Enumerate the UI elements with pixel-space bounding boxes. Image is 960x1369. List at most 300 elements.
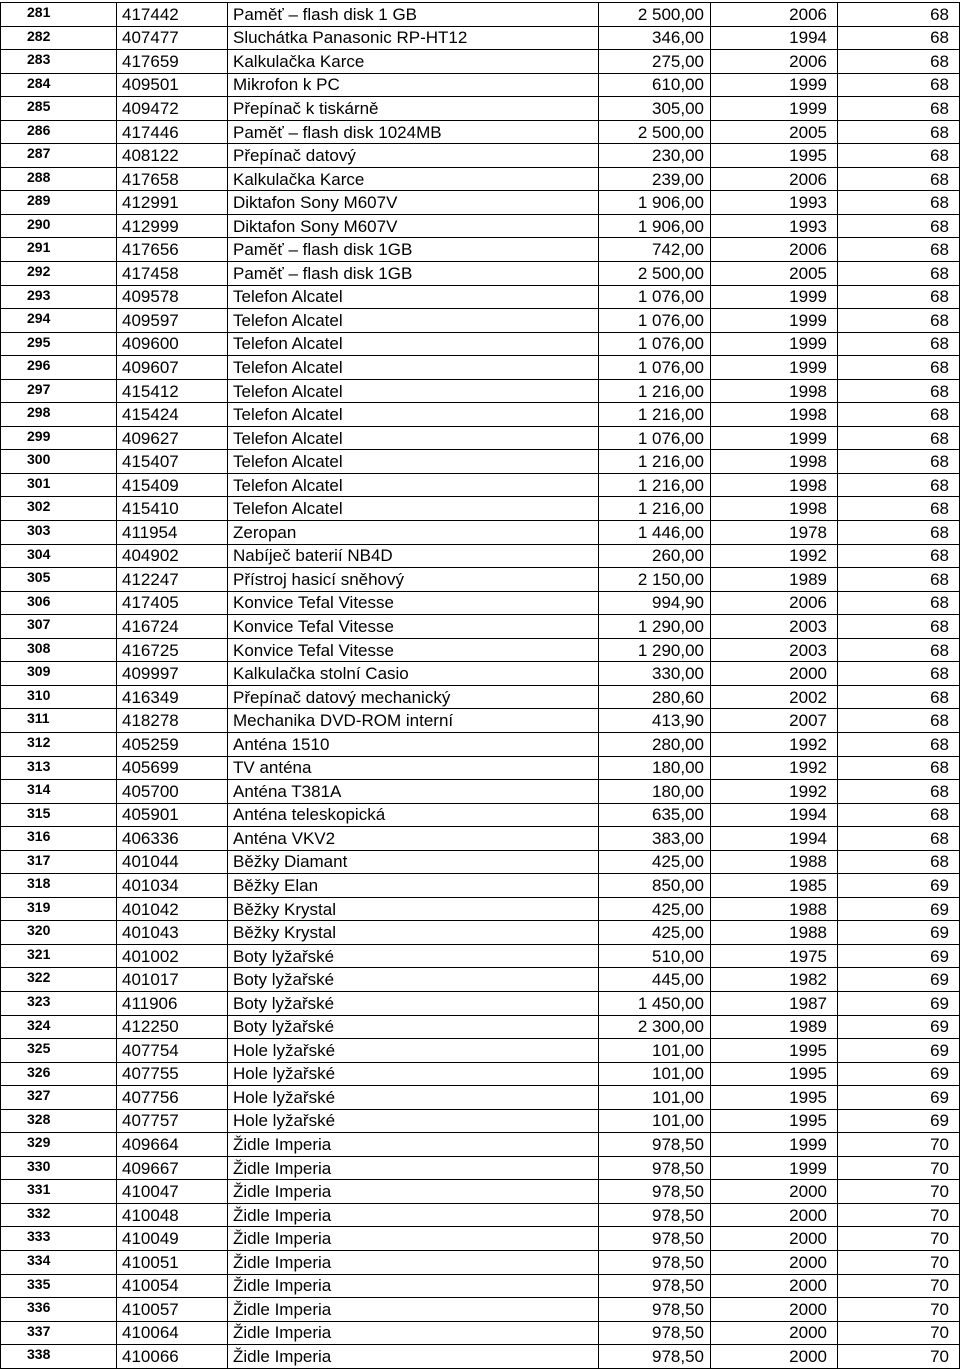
table-row (1, 897, 960, 921)
item-name-cell: Nabíječ baterií NB4D (228, 544, 599, 568)
inventory-number-cell: 410054 (117, 1274, 228, 1298)
table-row (1, 1133, 960, 1157)
item-name-cell: Židle Imperia (228, 1133, 599, 1157)
price-cell: 2 300,00 (599, 1015, 711, 1039)
item-name-cell: Hole lyžařské (228, 1086, 599, 1110)
inventory-number-cell: 409664 (117, 1133, 228, 1157)
item-name-cell: Diktafon Sony M607V (228, 191, 599, 215)
year-cell: 2000 (711, 1180, 838, 1204)
price-cell: 1 450,00 (599, 991, 711, 1015)
row-number-cell: 325 (1, 1039, 117, 1063)
inventory-number-cell: 401002 (117, 944, 228, 968)
item-name-cell: Paměť – flash disk 1024MB (228, 120, 599, 144)
year-cell: 1994 (711, 26, 838, 50)
price-cell: 1 076,00 (599, 426, 711, 450)
price-cell: 346,00 (599, 26, 711, 50)
year-cell: 1995 (711, 1086, 838, 1110)
item-name-cell: Židle Imperia (228, 1227, 599, 1251)
inventory-number-cell: 410066 (117, 1345, 228, 1369)
row-number-cell: 307 (1, 615, 117, 639)
inventory-number-cell: 401017 (117, 968, 228, 992)
page-number-cell: 68 (838, 732, 960, 756)
inventory-number-cell: 407756 (117, 1086, 228, 1110)
item-name-cell: Telefon Alcatel (228, 497, 599, 521)
row-number-cell: 288 (1, 167, 117, 191)
table-row (1, 568, 960, 592)
price-cell: 978,50 (599, 1298, 711, 1322)
table-row (1, 120, 960, 144)
table-row (1, 803, 960, 827)
page-number-cell: 68 (838, 591, 960, 615)
inventory-number-cell: 418278 (117, 709, 228, 733)
inventory-number-cell: 409578 (117, 285, 228, 309)
price-cell: 425,00 (599, 850, 711, 874)
table-row (1, 638, 960, 662)
row-number-cell: 308 (1, 638, 117, 662)
price-cell: 978,50 (599, 1180, 711, 1204)
item-name-cell: Telefon Alcatel (228, 473, 599, 497)
row-number-cell: 304 (1, 544, 117, 568)
row-number-cell: 330 (1, 1156, 117, 1180)
item-name-cell: Kalkulačka Karce (228, 167, 599, 191)
price-cell: 101,00 (599, 1109, 711, 1133)
price-cell: 1 906,00 (599, 191, 711, 215)
year-cell: 1999 (711, 285, 838, 309)
price-cell: 1 216,00 (599, 497, 711, 521)
row-number-cell: 292 (1, 262, 117, 286)
inventory-number-cell: 416725 (117, 638, 228, 662)
row-number-cell: 320 (1, 921, 117, 945)
page-number-cell: 68 (838, 709, 960, 733)
item-name-cell: Telefon Alcatel (228, 403, 599, 427)
item-name-cell: Židle Imperia (228, 1274, 599, 1298)
price-cell: 2 500,00 (599, 262, 711, 286)
year-cell: 1999 (711, 1156, 838, 1180)
year-cell: 1998 (711, 450, 838, 474)
page-number-cell: 70 (838, 1156, 960, 1180)
page-number-cell: 68 (838, 850, 960, 874)
row-number-cell: 293 (1, 285, 117, 309)
row-number-cell: 316 (1, 827, 117, 851)
inventory-number-cell: 415412 (117, 379, 228, 403)
item-name-cell: Konvice Tefal Vitesse (228, 638, 599, 662)
inventory-number-cell: 407755 (117, 1062, 228, 1086)
year-cell: 2000 (711, 1203, 838, 1227)
price-cell: 1 216,00 (599, 450, 711, 474)
page-number-cell: 70 (838, 1298, 960, 1322)
row-number-cell: 338 (1, 1345, 117, 1369)
inventory-number-cell: 410047 (117, 1180, 228, 1204)
price-cell: 2 500,00 (599, 120, 711, 144)
year-cell: 1988 (711, 897, 838, 921)
price-cell: 635,00 (599, 803, 711, 827)
row-number-cell: 334 (1, 1250, 117, 1274)
item-name-cell: Diktafon Sony M607V (228, 214, 599, 238)
inventory-number-cell: 416349 (117, 685, 228, 709)
price-cell: 1 076,00 (599, 309, 711, 333)
table-row (1, 1015, 960, 1039)
table-row (1, 732, 960, 756)
table-row (1, 968, 960, 992)
page-number-cell: 68 (838, 144, 960, 168)
price-cell: 383,00 (599, 827, 711, 851)
row-number-cell: 318 (1, 874, 117, 898)
table-row (1, 356, 960, 380)
year-cell: 2006 (711, 591, 838, 615)
price-cell: 850,00 (599, 874, 711, 898)
inventory-number-cell: 409607 (117, 356, 228, 380)
table-row (1, 26, 960, 50)
price-cell: 978,50 (599, 1250, 711, 1274)
page-number-cell: 70 (838, 1321, 960, 1345)
inventory-number-cell: 410064 (117, 1321, 228, 1345)
year-cell: 2000 (711, 1321, 838, 1345)
page-number-cell: 68 (838, 497, 960, 521)
inventory-number-cell: 417458 (117, 262, 228, 286)
page-number-cell: 68 (838, 3, 960, 27)
price-cell: 978,50 (599, 1321, 711, 1345)
page-number-cell: 68 (838, 379, 960, 403)
inventory-number-cell: 417442 (117, 3, 228, 27)
item-name-cell: Židle Imperia (228, 1250, 599, 1274)
table-row (1, 944, 960, 968)
item-name-cell: Běžky Elan (228, 874, 599, 898)
row-number-cell: 282 (1, 26, 117, 50)
item-name-cell: Hole lyžařské (228, 1062, 599, 1086)
item-name-cell: Židle Imperia (228, 1156, 599, 1180)
price-cell: 330,00 (599, 662, 711, 686)
row-number-cell: 283 (1, 50, 117, 74)
price-cell: 101,00 (599, 1086, 711, 1110)
year-cell: 1999 (711, 356, 838, 380)
row-number-cell: 310 (1, 685, 117, 709)
inventory-number-cell: 409597 (117, 309, 228, 333)
row-number-cell: 337 (1, 1321, 117, 1345)
inventory-number-cell: 405259 (117, 732, 228, 756)
row-number-cell: 298 (1, 403, 117, 427)
year-cell: 1999 (711, 426, 838, 450)
row-number-cell: 331 (1, 1180, 117, 1204)
row-number-cell: 323 (1, 991, 117, 1015)
table-row (1, 544, 960, 568)
page-number-cell: 68 (838, 356, 960, 380)
row-number-cell: 287 (1, 144, 117, 168)
row-number-cell: 291 (1, 238, 117, 262)
item-name-cell: Židle Imperia (228, 1345, 599, 1369)
year-cell: 1989 (711, 568, 838, 592)
row-number-cell: 329 (1, 1133, 117, 1157)
inventory-number-cell: 407757 (117, 1109, 228, 1133)
row-number-cell: 315 (1, 803, 117, 827)
page-number-cell: 68 (838, 803, 960, 827)
page-number-cell: 68 (838, 73, 960, 97)
year-cell: 1988 (711, 850, 838, 874)
inventory-number-cell: 405901 (117, 803, 228, 827)
price-cell: 978,50 (599, 1203, 711, 1227)
page-number-cell: 69 (838, 921, 960, 945)
inventory-number-cell: 415424 (117, 403, 228, 427)
price-cell: 2 500,00 (599, 3, 711, 27)
page-number-cell: 68 (838, 473, 960, 497)
page-number-cell: 69 (838, 991, 960, 1015)
row-number-cell: 306 (1, 591, 117, 615)
year-cell: 1989 (711, 1015, 838, 1039)
row-number-cell: 319 (1, 897, 117, 921)
year-cell: 1998 (711, 379, 838, 403)
page-number-cell: 68 (838, 26, 960, 50)
price-cell: 1 290,00 (599, 615, 711, 639)
price-cell: 280,00 (599, 732, 711, 756)
table-row (1, 662, 960, 686)
row-number-cell: 335 (1, 1274, 117, 1298)
item-name-cell: Telefon Alcatel (228, 356, 599, 380)
inventory-number-cell: 407477 (117, 26, 228, 50)
page-number-cell: 68 (838, 544, 960, 568)
price-cell: 1 076,00 (599, 356, 711, 380)
year-cell: 1992 (711, 780, 838, 804)
row-number-cell: 297 (1, 379, 117, 403)
row-number-cell: 301 (1, 473, 117, 497)
item-name-cell: Konvice Tefal Vitesse (228, 615, 599, 639)
row-number-cell: 317 (1, 850, 117, 874)
page-number-cell: 68 (838, 97, 960, 121)
item-name-cell: Hole lyžařské (228, 1039, 599, 1063)
page-number-cell: 70 (838, 1227, 960, 1251)
row-number-cell: 336 (1, 1298, 117, 1322)
row-number-cell: 299 (1, 426, 117, 450)
price-cell: 2 150,00 (599, 568, 711, 592)
row-number-cell: 311 (1, 709, 117, 733)
row-number-cell: 312 (1, 732, 117, 756)
item-name-cell: Telefon Alcatel (228, 450, 599, 474)
row-number-cell: 302 (1, 497, 117, 521)
year-cell: 2000 (711, 1298, 838, 1322)
page-number-cell: 68 (838, 426, 960, 450)
row-number-cell: 284 (1, 73, 117, 97)
row-number-cell: 281 (1, 3, 117, 27)
page-number-cell: 68 (838, 780, 960, 804)
item-name-cell: Sluchátka Panasonic RP-HT12 (228, 26, 599, 50)
year-cell: 1995 (711, 1109, 838, 1133)
table-row (1, 50, 960, 74)
page-number-cell: 68 (838, 662, 960, 686)
page-number-cell: 68 (838, 521, 960, 545)
page-number-cell: 70 (838, 1203, 960, 1227)
inventory-number-cell: 417446 (117, 120, 228, 144)
year-cell: 1999 (711, 332, 838, 356)
price-cell: 425,00 (599, 897, 711, 921)
price-cell: 978,50 (599, 1156, 711, 1180)
price-cell: 1 216,00 (599, 473, 711, 497)
row-number-cell: 322 (1, 968, 117, 992)
page-number-cell: 68 (838, 403, 960, 427)
year-cell: 1999 (711, 1133, 838, 1157)
price-cell: 1 076,00 (599, 332, 711, 356)
item-name-cell: Židle Imperia (228, 1180, 599, 1204)
item-name-cell: Židle Imperia (228, 1298, 599, 1322)
price-cell: 978,50 (599, 1133, 711, 1157)
table-row (1, 238, 960, 262)
inventory-number-cell: 410057 (117, 1298, 228, 1322)
year-cell: 1995 (711, 1062, 838, 1086)
inventory-number-cell: 409600 (117, 332, 228, 356)
row-number-cell: 303 (1, 521, 117, 545)
item-name-cell: Anténa teleskopická (228, 803, 599, 827)
item-name-cell: Telefon Alcatel (228, 332, 599, 356)
inventory-number-cell: 410048 (117, 1203, 228, 1227)
inventory-number-cell: 411906 (117, 991, 228, 1015)
table-row (1, 1227, 960, 1251)
inventory-number-cell: 406336 (117, 827, 228, 851)
year-cell: 1994 (711, 827, 838, 851)
item-name-cell: Běžky Krystal (228, 921, 599, 945)
table-row (1, 379, 960, 403)
row-number-cell: 294 (1, 309, 117, 333)
table-row (1, 709, 960, 733)
row-number-cell: 305 (1, 568, 117, 592)
inventory-number-cell: 416724 (117, 615, 228, 639)
item-name-cell: Kalkulačka Karce (228, 50, 599, 74)
inventory-number-cell: 417658 (117, 167, 228, 191)
table-row (1, 921, 960, 945)
table-row (1, 1250, 960, 1274)
inventory-number-cell: 415410 (117, 497, 228, 521)
year-cell: 2006 (711, 167, 838, 191)
price-cell: 510,00 (599, 944, 711, 968)
row-number-cell: 289 (1, 191, 117, 215)
table-row (1, 1109, 960, 1133)
year-cell: 2002 (711, 685, 838, 709)
table-row (1, 1180, 960, 1204)
inventory-number-cell: 412991 (117, 191, 228, 215)
item-name-cell: Přepínač datový (228, 144, 599, 168)
price-cell: 239,00 (599, 167, 711, 191)
table-row (1, 332, 960, 356)
price-cell: 978,50 (599, 1227, 711, 1251)
price-cell: 994,90 (599, 591, 711, 615)
inventory-number-cell: 411954 (117, 521, 228, 545)
item-name-cell: Telefon Alcatel (228, 426, 599, 450)
item-name-cell: Přístroj hasicí sněhový (228, 568, 599, 592)
row-number-cell: 300 (1, 450, 117, 474)
year-cell: 2005 (711, 120, 838, 144)
year-cell: 2006 (711, 3, 838, 27)
table-row (1, 991, 960, 1015)
item-name-cell: Paměť – flash disk 1GB (228, 262, 599, 286)
inventory-number-cell: 401043 (117, 921, 228, 945)
year-cell: 2006 (711, 50, 838, 74)
inventory-number-cell: 417659 (117, 50, 228, 74)
price-cell: 413,90 (599, 709, 711, 733)
year-cell: 1993 (711, 214, 838, 238)
page-number-cell: 70 (838, 1274, 960, 1298)
year-cell: 1999 (711, 97, 838, 121)
table-row (1, 521, 960, 545)
price-cell: 1 446,00 (599, 521, 711, 545)
inventory-number-cell: 409501 (117, 73, 228, 97)
table-row (1, 450, 960, 474)
table-row (1, 591, 960, 615)
year-cell: 1995 (711, 1039, 838, 1063)
row-number-cell: 290 (1, 214, 117, 238)
table-row (1, 473, 960, 497)
item-name-cell: Boty lyžařské (228, 968, 599, 992)
item-name-cell: Boty lyžařské (228, 991, 599, 1015)
year-cell: 2000 (711, 662, 838, 686)
item-name-cell: Anténa 1510 (228, 732, 599, 756)
item-name-cell: Paměť – flash disk 1GB (228, 238, 599, 262)
row-number-cell: 326 (1, 1062, 117, 1086)
table-row (1, 403, 960, 427)
item-name-cell: Židle Imperia (228, 1321, 599, 1345)
item-name-cell: TV anténa (228, 756, 599, 780)
row-number-cell: 296 (1, 356, 117, 380)
row-number-cell: 313 (1, 756, 117, 780)
price-cell: 978,50 (599, 1274, 711, 1298)
page-number-cell: 68 (838, 309, 960, 333)
inventory-number-cell: 410051 (117, 1250, 228, 1274)
price-cell: 742,00 (599, 238, 711, 262)
item-name-cell: Telefon Alcatel (228, 379, 599, 403)
page-number-cell: 68 (838, 238, 960, 262)
row-number-cell: 332 (1, 1203, 117, 1227)
row-number-cell: 333 (1, 1227, 117, 1251)
table-row (1, 850, 960, 874)
item-name-cell: Mechanika DVD-ROM interní (228, 709, 599, 733)
row-number-cell: 285 (1, 97, 117, 121)
inventory-number-cell: 405699 (117, 756, 228, 780)
price-cell: 260,00 (599, 544, 711, 568)
table-row (1, 1321, 960, 1345)
page-number-cell: 68 (838, 756, 960, 780)
price-cell: 280,60 (599, 685, 711, 709)
table-row (1, 874, 960, 898)
year-cell: 2000 (711, 1345, 838, 1369)
item-name-cell: Běžky Krystal (228, 897, 599, 921)
page-number-cell: 68 (838, 615, 960, 639)
table-row (1, 756, 960, 780)
page-number-cell: 68 (838, 191, 960, 215)
price-cell: 1 906,00 (599, 214, 711, 238)
price-cell: 180,00 (599, 780, 711, 804)
page-number-cell: 69 (838, 1086, 960, 1110)
page-number-cell: 69 (838, 1039, 960, 1063)
inventory-number-cell: 415407 (117, 450, 228, 474)
price-cell: 180,00 (599, 756, 711, 780)
price-cell: 978,50 (599, 1345, 711, 1369)
page-number-cell: 68 (838, 685, 960, 709)
table-row (1, 191, 960, 215)
price-cell: 1 216,00 (599, 379, 711, 403)
item-name-cell: Anténa T381A (228, 780, 599, 804)
year-cell: 1978 (711, 521, 838, 545)
year-cell: 1998 (711, 403, 838, 427)
price-cell: 101,00 (599, 1062, 711, 1086)
inventory-number-cell: 412250 (117, 1015, 228, 1039)
table-row (1, 827, 960, 851)
table-row (1, 497, 960, 521)
page-number-cell: 68 (838, 167, 960, 191)
item-name-cell: Běžky Diamant (228, 850, 599, 874)
row-number-cell: 327 (1, 1086, 117, 1110)
year-cell: 1992 (711, 756, 838, 780)
table-row (1, 1156, 960, 1180)
year-cell: 2003 (711, 615, 838, 639)
table-row (1, 685, 960, 709)
table-row (1, 1086, 960, 1110)
inventory-number-cell: 412999 (117, 214, 228, 238)
page-number-cell: 70 (838, 1133, 960, 1157)
